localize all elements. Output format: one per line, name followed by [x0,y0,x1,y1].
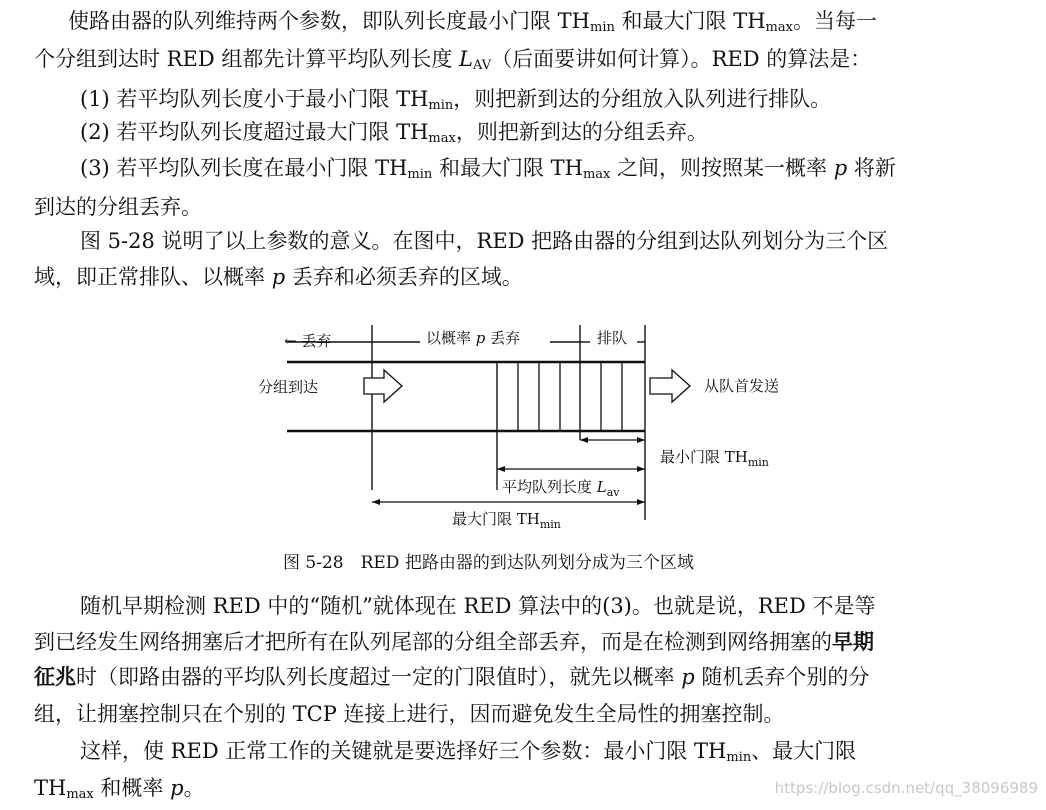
para-line-8: 域，即正常排队、以概率 p 丢弃和必须丢弃的区域。 [34,265,523,289]
label-queue: 排队 [597,329,628,347]
figure-caption: 图 5-28 RED 把路由器的到达队列划分成为三个区域 [283,553,694,573]
para-line-13: 这样，使 RED 正常工作的关键就是要选择好三个参数：最小门限 $TH_{min}$、最大门限 [80,739,857,765]
para-line-14: $TH_{max}$ 和概率 p。 [34,776,205,802]
para-line-5: (3) 若平均队列长度在最小门限 $TH_{min}$ 和最大门限 $TH_{max}$ 之间，则按照某一概率 p 将新 [80,156,896,182]
para-line-11: 征兆时（即路由器的平均队列长度超过一定的门限值时），就先以概率 p 随机丢弃个别的分 [34,664,870,689]
para-line-4: (2) 若平均队列长度超过最大门限 $TH_{max}$，则把新到达的分组丢弃。 [80,120,708,146]
label-drop: ← 丢弃 [284,332,332,350]
label-thmin: 最小门限 $TH_{min}$ [660,448,769,469]
send-arrow-icon [650,370,690,402]
watermark: https://blog.csdn.net/qq_38096989 [774,779,1038,797]
para-line-3: (1) 若平均队列长度小于最小门限 $TH_{min}$，则把新到达的分组放入队列进行排队。 [80,87,832,113]
para-line-12: 组，让拥塞控制只在个别的 TCP 连接上进行，因而避免发生全局性的拥塞控制。 [34,702,785,726]
label-prob-drop: 以概率 p 丢弃 [426,329,521,347]
para-line-1: 使路由器的队列维持两个参数，即队列长度最小门限 $TH_{min}$ 和最大门限 $TH_{max}$。当每一 [68,9,877,35]
para-line-9: 随机早期检测 RED 中的“随机”就体现在 RED 算法中的(3)。也就是说，RED 不是等 [80,594,876,618]
para-line-7: 图 5-28 说明了以上参数的意义。在图中，RED 把路由器的分组到达队列划分为三个区 [80,229,889,253]
label-send: 从队首发送 [704,377,780,395]
label-lav: 平均队列长度 $L_{av}$ [502,478,620,499]
para-line-2: 个分组到达时 RED 组都先计算平均队列长度 $L_{AV}$（后面要讲如何计算）。RED 的算法是： [34,47,872,73]
para-line-6: 到达的分组丢弃。 [34,195,202,219]
arrive-arrow-icon [364,370,402,402]
label-arrive: 分组到达 [258,378,319,396]
label-thmax: 最大门限 $TH_{min}$ [452,510,561,531]
para-line-10: 到已经发生网络拥塞后才把所有在队列尾部的分组全部丢弃，而是在检测到网络拥塞的早期 [34,629,874,654]
queued-packets [518,362,622,431]
